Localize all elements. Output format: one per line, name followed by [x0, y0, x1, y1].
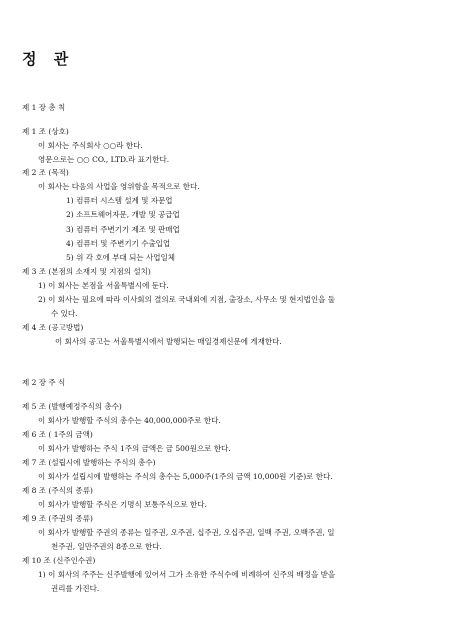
chapter-1-heading: 제 1 장 총 칙	[22, 103, 66, 112]
article-8-heading: 제 8 조 (주식의 종류)	[22, 486, 93, 495]
article-4-line-1: 이 회사의 공고는 서울특별시에서 발행되는 매일경제신문에 게재한다.	[55, 337, 282, 346]
article-10-line-2: 권리를 가진다.	[51, 584, 100, 593]
article-3-line-1: 1) 이 회사는 본점을 서울특별시에 둔다.	[38, 281, 169, 290]
article-9-line-1: 이 회사가 발행할 주권의 종류는 일주권, 오주권, 십주권, 오십주권, 일백 주권, 오백주권, 일	[38, 528, 335, 537]
article-8-line-1: 이 회사가 발행할 주식은 기명식 보통주식으로 한다.	[38, 500, 207, 509]
article-1-heading: 제 1 조 (상호)	[22, 127, 69, 136]
article-3-heading: 제 3 조 (본점의 소재지 및 지점의 설치)	[22, 267, 151, 276]
article-9-heading: 제 9 조 (주권의 종류)	[22, 514, 93, 523]
document-title: 정 관	[22, 50, 75, 68]
article-2-intro: 이 회사는 다음의 사업을 영위함을 목적으로 한다.	[38, 182, 200, 191]
article-2-item: 3) 컴퓨터 주변기기 제조 및 판매업	[66, 225, 180, 234]
article-2-item: 2) 소프트웨어자문, 개발 및 공급업	[66, 210, 180, 219]
article-4-heading: 제 4 조 (공고방법)	[22, 323, 84, 332]
article-1-line-2: 영문으로는 ○○ CO., LTD.라 표기한다.	[38, 155, 170, 164]
article-9-line-2: 천주권, 일만주권의 8종으로 한다.	[51, 542, 162, 551]
article-7-heading: 제 7 조 (설립시에 발행하는 주식의 총수)	[22, 458, 156, 467]
article-2-item: 4) 컴퓨터 및 주변기기 수출입업	[66, 239, 171, 248]
article-2-item: 1) 컴퓨터 시스템 설계 및 자문업	[66, 196, 173, 205]
article-6-heading: 제 6 조 ( 1주의 금액)	[22, 430, 93, 439]
article-3-line-2: 2) 이 회사는 필요에 따라 이사회의 결의로 국내외에 지점, 출장소, 사무소 및 현지법인을 둘	[38, 295, 336, 304]
article-5-heading: 제 5 조 (발행예정주식의 총수)	[22, 402, 122, 411]
article-2-item: 5) 위 각 호에 부대 되는 사업일체	[66, 253, 175, 262]
article-10-heading: 제 10 조 (신주인수권)	[22, 556, 96, 565]
article-3-line-3: 수 있다.	[51, 309, 78, 318]
article-2-heading: 제 2 조 (목적)	[22, 168, 69, 177]
article-1-line-1: 이 회사는 주식회사 ○○라 한다.	[38, 141, 143, 150]
article-10-line-1: 1) 이 회사의 주주는 신주발행에 있어서 그가 소유한 주식수에 비례하여 신주의 배정을 받을	[38, 570, 336, 579]
chapter-2-heading: 제 2 장 주 식	[22, 378, 66, 387]
article-7-line-1: 이 회사가 설립시에 발행하는 주식의 총수는 5,000주(1주의 금액 10,000원 기준)로 한다.	[38, 472, 333, 481]
article-6-line-1: 이 회사가 발행하는 주식 1주의 금액은 금 500원으로 한다.	[38, 444, 231, 453]
article-5-line-1: 이 회사가 발행할 주식의 총수는 40,000,000주로 한다.	[38, 416, 221, 425]
